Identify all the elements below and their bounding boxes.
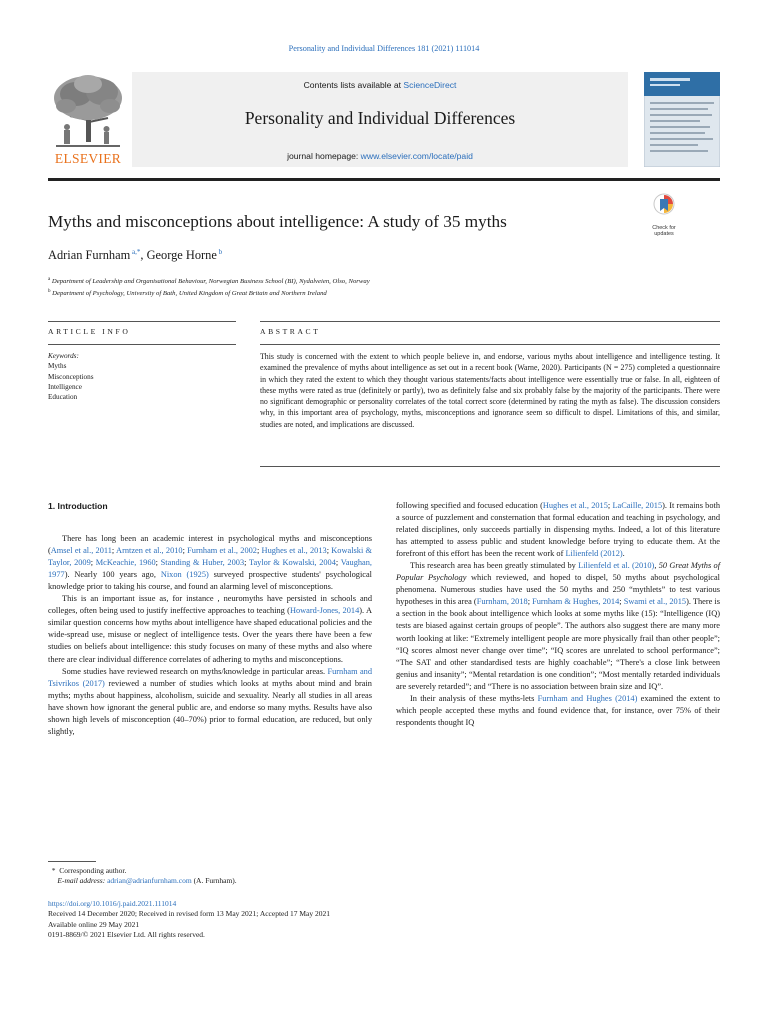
text-run: Some studies have reviewed research on myths/knowledge in particular areas. <box>62 666 328 676</box>
text-run: ; <box>90 558 96 568</box>
sciencedirect-link[interactable]: ScienceDirect <box>403 80 457 90</box>
citation-link[interactable]: Howard-Jones, 2014 <box>289 606 360 616</box>
text-run: surveyed prospective students' psychological knowledge prior to taking his course, and found an alarming level of misconceptions. <box>48 570 372 592</box>
received-dates: Received 14 December 2020; Received in revised form 13 May 2021; Accepted 17 May 2021 <box>48 909 331 919</box>
author-affiliation-link[interactable] <box>217 248 222 256</box>
crossmark-label <box>644 225 684 237</box>
publication-info <box>48 899 548 941</box>
keyword: Education <box>48 393 78 402</box>
email-label: E-mail address: <box>57 876 108 886</box>
body-paragraph <box>396 500 720 560</box>
author-separator: , <box>140 248 147 263</box>
doi-link[interactable]: https://doi.org/10.1016/j.paid.2021.111014 <box>48 899 177 908</box>
text-run: ; <box>326 546 332 556</box>
journal-reference[interactable]: Personality and Individual Differences 181 (2021) 111014 <box>288 44 480 53</box>
affil-b-mark: b <box>48 288 51 294</box>
author2-sup[interactable]: b <box>218 248 223 256</box>
author-name: Adrian Furnham <box>48 248 131 263</box>
copyright-line: 0191-8869/© 2021 Elsevier Ltd. All rights reserved. <box>48 930 205 940</box>
text-run: ; <box>182 546 188 556</box>
affil-a-mark: a <box>48 277 51 282</box>
text-run: ). Nearly 100 years ago, <box>64 570 161 580</box>
text-run: ; <box>155 558 161 568</box>
author-list <box>48 248 222 263</box>
journal-masthead <box>48 72 720 172</box>
body-paragraph <box>48 666 372 738</box>
author-name: George Horne <box>146 248 217 263</box>
affil-b-text: Department of Psychology, University of Bath, United Kingdom of Great Britain and Northern Ireland <box>52 289 327 297</box>
abstract-bottom-rule <box>260 466 720 467</box>
homepage-prefix: journal homepage: <box>287 151 361 161</box>
citation-link[interactable]: LaCaille, 2015 <box>612 501 663 510</box>
text-run: ). A similar question concerns how myths about intelligence have shaped educational policies and the wide-spread use, misuse or neglect of intelligence tests. Over the years there have been a few studies on beliefs about intelligence: this study focuses on many of these myths and also where there are clear individual difference correlates of adhering to myths and misconceptions. <box>48 606 372 664</box>
citation-link[interactable]: Taylor & Kowalski, 2004 <box>248 558 336 568</box>
citation-link[interactable]: Standing & Huber, 2003 <box>160 558 245 568</box>
text-run: ; <box>111 546 117 556</box>
citation-link[interactable]: Lilienfeld (2012) <box>565 549 623 559</box>
body-column-right <box>396 500 720 729</box>
citation-link[interactable]: Swami et al., 2015 <box>623 597 687 607</box>
text-run: which reviewed, and hoped to dispel, 50 myths about psychological phenomena. Numerous studies have used the 50 myths and 250 “mythlets” to test various hypotheses in this area ( <box>396 573 720 607</box>
body-paragraph <box>48 593 372 665</box>
article-info-rule-2 <box>48 344 236 345</box>
elsevier-wordmark: ELSEVIER <box>54 151 122 166</box>
crossmark-label-line2: updates <box>654 231 674 237</box>
footnote-divider <box>48 861 96 862</box>
contents-line <box>132 80 628 90</box>
article-info-rule <box>48 321 236 322</box>
footnote-mark: * <box>51 866 56 875</box>
footnotes <box>48 866 548 887</box>
section-heading-introduction: 1. Introduction <box>48 501 108 511</box>
crossmark-button[interactable] <box>644 193 684 237</box>
citation-link[interactable]: Hughes et al., 2013 <box>261 546 327 556</box>
citation-link[interactable]: Amsel et al., 2011 <box>50 546 112 556</box>
affiliation-a <box>48 275 370 287</box>
text-run: ; <box>619 597 624 607</box>
affil-a-text: Department of Leadership and Organisational Behaviour, Norwegian Business School (BI), Nydalveien, Olso, Norway <box>51 278 370 286</box>
citation-link[interactable]: Furnham, 2018 <box>476 597 528 607</box>
text-run: ; <box>256 546 262 556</box>
keyword: Intelligence <box>48 382 82 391</box>
journal-title: Personality and Individual Differences <box>244 108 516 128</box>
keyword: Myths <box>48 362 67 371</box>
body-column-left <box>48 500 372 738</box>
author-affiliation-link[interactable] <box>130 248 140 256</box>
masthead-banner <box>132 72 628 167</box>
text-run: , <box>654 561 659 571</box>
abstract-rule <box>260 321 720 322</box>
citation-link[interactable]: Furnham and Hughes (2014) <box>537 693 638 703</box>
keywords-label: Keywords: <box>48 352 79 360</box>
author1-sup[interactable]: a,* <box>132 248 141 256</box>
homepage-line <box>132 151 628 161</box>
citation-link[interactable]: Furnham et al., 2002 <box>187 546 257 556</box>
body-paragraph <box>396 560 720 693</box>
text-run: ; <box>527 597 533 607</box>
abstract-text: This study is concerned with the extent to which people believe in, and endorse, various myths about intelligence and intelligence testing. It examined the prevalence of myths about intelligence as set out in a recent book (Warne, 2020). Participants (N = 275) completed a questionnaire in which they rated the extent to which they thought various statements/facts about intelligence were essentially true or false. In all, eighteen of these myths were rated as true (definitely or partly), two as definitely false and six probably false by the majority of the participants. There were no significant demographic or personality correlates of the total correct score (determined by rating the myth as false). The discussion considers why, in this important area of psychology, myths, misconceptions and ignorance seem so difficult to dispel. Limitations of this, and similar, studies are noted, and implications are discussed. <box>260 352 720 429</box>
citation-link[interactable]: Vaughan, 1977 <box>48 558 373 580</box>
text-run: ; <box>335 558 341 568</box>
citation-link[interactable]: Furnham and Tsivrikos (2017) <box>48 666 372 688</box>
text-run: ). There is a section in the book about intelligence which looks at some myths like (15): “Intelligence (IQ) tests are biased against certain groups of people”. The authors also suggest there are many more worth looking at like: “Extremely intelligent people are more physically frail than other people”; “IQ scores almost never change over time”; “IQ scores are unrelated to school performance”; “The SAT and other standardised tests are highly coachable”; “There's a close link between genius and insanity”; “Mental retardation is one condition”; “Most mentally retarded individuals are severely retarded”; and “There is no association between brain size and IQ”. <box>396 597 721 691</box>
text-run: ; <box>244 558 249 568</box>
keyword: Misconceptions <box>48 372 94 381</box>
body-paragraph <box>48 533 372 593</box>
email-note <box>48 876 548 886</box>
affiliation-b <box>48 287 370 299</box>
citation-link[interactable]: Arntzen et al., 2010 <box>116 546 183 556</box>
journal-homepage-link[interactable]: www.elsevier.com/locate/paid <box>360 151 473 161</box>
text-run: ; <box>607 501 613 510</box>
email-suffix: (A. Furnham). <box>191 876 237 886</box>
text-run: ). It remains both a source of puzzlement and consternation that formal education and teaching in psychology, and related disciplines, only succeeds partially in dispensing myths. Indeed, a lot of this literature has attempted to assess public and student knowledge before trying to educate them. At the forefront of this effort has been the recent work of <box>396 501 721 559</box>
text-run: following specified and focused education ( <box>396 501 543 510</box>
article-title: Myths and misconceptions about intelligence: A study of 35 myths <box>48 212 507 231</box>
abstract-heading: ABSTRACT <box>260 327 321 336</box>
crossmark-label-line1: Check for <box>652 225 676 231</box>
citation-link[interactable]: Hughes et al., 2015 <box>542 501 608 510</box>
online-date: Available online 29 May 2021 <box>48 919 140 929</box>
citation-link[interactable]: Lilienfeld et al. (2010) <box>578 561 655 571</box>
text-run: examined the extent to which people accepted these myths and found evidence that, for instance, over 75% of their respondents thought IQ <box>396 693 720 727</box>
text-run: This is an important issue as, for instance , neuromyths have persisted in schools and colleges, often being used to justify ineffective approaches to teaching ( <box>48 594 372 616</box>
affiliations <box>48 275 370 298</box>
italic-title: 50 Great Myths of Popular Psychology <box>396 561 721 583</box>
email-link[interactable]: adrian@adrianfurnham.com <box>107 876 192 886</box>
text-run: . <box>622 549 625 559</box>
journal-cover-thumbnail[interactable] <box>644 72 720 167</box>
corresponding-text: Corresponding author. <box>59 866 127 875</box>
text-run: reviewed a number of studies which looks at myths about mind and brain myths; myths about happiness, alcoholism, suicide and sexuality. Nearly all studies in all areas have shown how ignorant the general public are, and endorse so many myths. Results have also shown high levels of misconception (40–70%) prior to formal education, are reduced, but only slightly, <box>48 678 372 736</box>
crossmark-icon <box>653 193 675 219</box>
abstract-rule-2 <box>260 344 720 345</box>
keywords-block <box>48 351 94 402</box>
text-run: This research area has been greatly stimulated by <box>410 561 579 571</box>
citation-link[interactable]: Kowalski & Taylor, 2009 <box>48 546 373 568</box>
body-paragraph <box>396 693 720 729</box>
citation-link[interactable]: Nixon (1925) <box>160 570 209 580</box>
text-run: There has long been an academic interest in psychological myths and misconceptions ( <box>48 534 372 556</box>
text-run: In their analysis of these myths-lets <box>410 693 538 703</box>
masthead-divider <box>48 178 720 181</box>
citation-link[interactable]: Furnham & Hughes, 2014 <box>532 597 620 607</box>
article-info-heading: ARTICLE INFO <box>48 327 131 336</box>
corresponding-author-note <box>48 866 548 876</box>
contents-prefix: Contents lists available at <box>303 80 404 90</box>
citation-link[interactable]: McKeachie, 1960 <box>95 558 156 568</box>
